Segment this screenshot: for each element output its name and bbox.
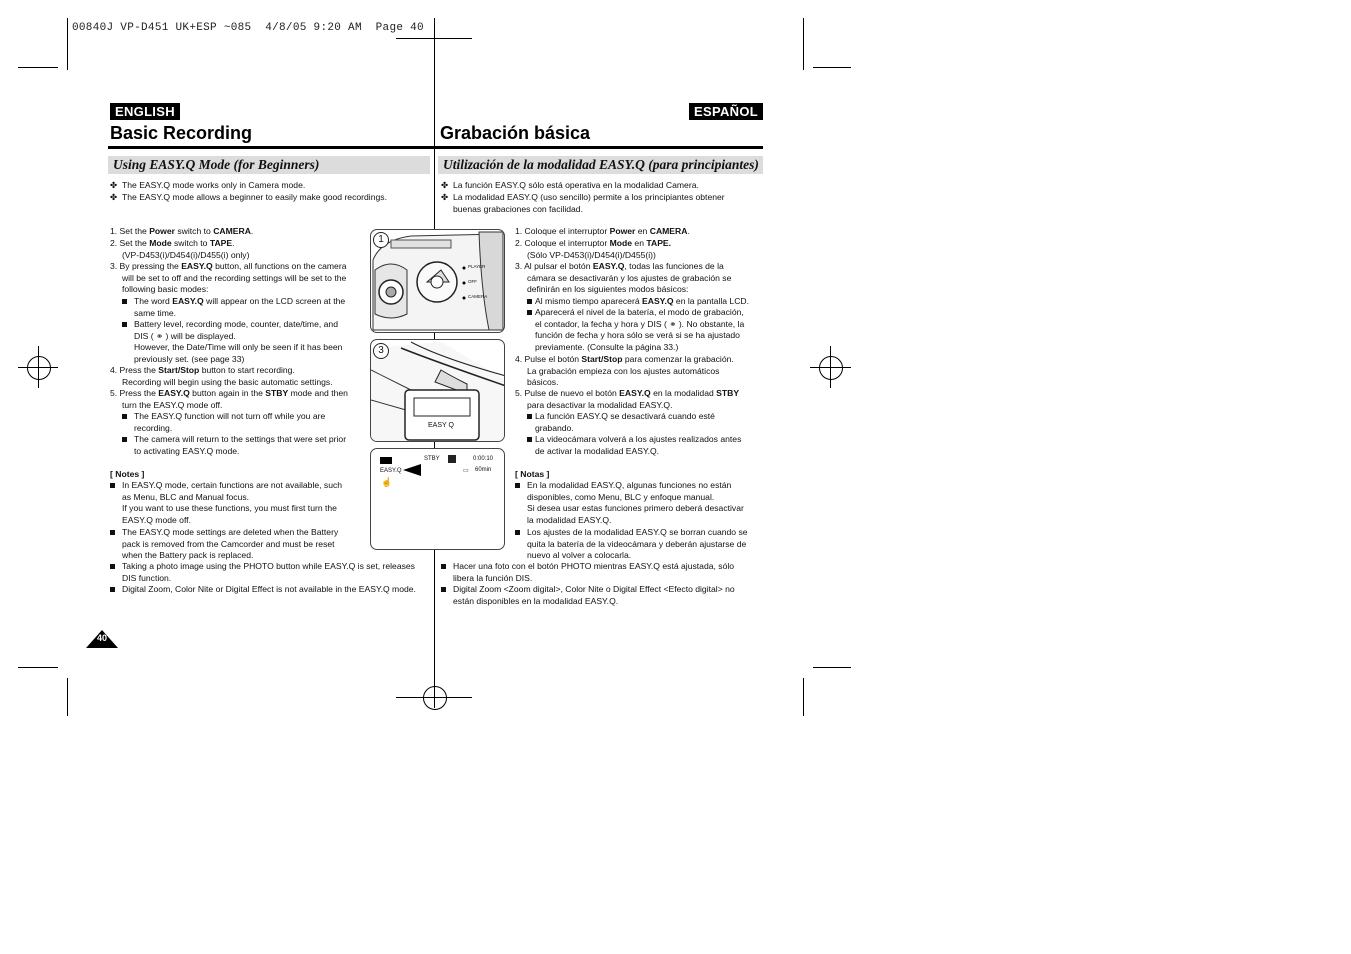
registration-mark (819, 356, 843, 380)
step-5: 5. Pulse de nuevo el botón EASY.Q en la modalidad STBY para desactivar la modalidad EASY.Q. (515, 388, 740, 410)
crop-mark (803, 678, 804, 716)
step-5: 5. Press the EASY.Q button again in the STBY mode and then turn the EASY.Q mode off. (110, 388, 348, 410)
easyq-button-label: EASY Q (428, 422, 454, 429)
note: En la modalidad EASY.Q, algunas funciones no están disponibles, como Menu, BLC y enfoque manual. Si desea usar estas funciones primero deberá desactivar la modalidad EASY.Q. (527, 480, 744, 525)
lang-tag-english: ENGLISH (110, 103, 180, 120)
note: Hacer una foto con el botón PHOTO mientras EASY.Q está ajustada, sólo libera la función DIS. (453, 561, 735, 583)
step-3-bullet: Aparecerá el nivel de la batería, el modo de grabación, el contador, la fecha y hora y DIS ( ⚭ ). No obstante, la función de fecha y hora sólo se verá si se ha ajustado previamente. (Consulte la página 33.) (535, 307, 745, 352)
title-rule (108, 146, 763, 149)
registration-mark (38, 346, 39, 388)
crop-mark (18, 67, 58, 68)
note: In EASY.Q mode, certain functions are not available, such as Menu, BLC and Manual focus. If you want to use these functions, you must first turn the EASY.Q mode off. (122, 480, 343, 525)
dial-label-camera: CAMERA (468, 294, 488, 299)
step-3-bullet: Battery level, recording mode, counter, date/time, and DIS ( ⚭ ) will be displayed. However, the Date/Time will only be seen if it has been previously set. (see page 33) (134, 319, 343, 364)
figure-number: 3 (373, 343, 389, 359)
step-4: 4. Pulse el botón Start/Stop para comenzar la grabación. La grabación empieza con los ajustes automáticos básicos. (515, 354, 734, 387)
step-3: 3. Al pulsar el botón EASY.Q, todas las funciones de la cámara se desactivarán y los ajustes de grabación se definirán en los siguientes modos básicos: (515, 261, 732, 294)
crop-mark (67, 18, 68, 70)
figure-power-dial (370, 229, 505, 333)
step-1: 1. Set the Power switch to CAMERA. (110, 226, 254, 236)
lcd-stby: STBY (424, 456, 440, 462)
intro-item: The EASY.Q mode allows a beginner to easily make good recordings. (122, 192, 387, 202)
registration-mark (830, 346, 831, 388)
page-number: 40 (96, 633, 107, 643)
lcd-remaining: 60min (475, 467, 492, 473)
notes-title-espanol: [ Notas ] (515, 469, 550, 479)
crop-mark (67, 678, 68, 716)
crop-mark (803, 18, 804, 70)
step-5-bullet: The camera will return to the settings that were set prior to activating EASY.Q mode. (134, 434, 347, 456)
crop-mark (18, 667, 58, 668)
step-1: 1. Coloque el interruptor Power en CAMERA. (515, 226, 690, 236)
tape-mode-icon (448, 455, 456, 463)
registration-mark (27, 356, 51, 380)
cassette-icon: ▭ (463, 468, 469, 474)
crop-mark (813, 667, 851, 668)
print-header: 00840J VP-D451 UK+ESP ~085 4/8/05 9:20 AM Page 40 (72, 22, 424, 34)
lang-tag-espanol: ESPAÑOL (689, 103, 763, 120)
note: Los ajustes de la modalidad EASY.Q se borran cuando se quita la batería de la videocámara y deberán ajustarse de nuevo al volver a colocarla. (527, 527, 748, 560)
dial-label-off: OFF (468, 279, 477, 284)
registration-mark (423, 686, 447, 710)
figure-lcd-display (370, 448, 505, 550)
notes-title-english: [ Notes ] (110, 469, 145, 479)
step-2: 2. Coloque el interruptor Mode en TAPE. (Sólo VP-D453(i)/D454(i)/D455(i)) (515, 238, 672, 260)
figure-easyq-button (370, 339, 505, 442)
page-title-english: Basic Recording (110, 123, 253, 143)
note: Digital Zoom <Zoom digital>, Color Nite o Digital Effect <Efecto digital> no están disponibles en la modalidad EASY.Q. (453, 584, 735, 606)
step-3-bullet: The word EASY.Q will appear on the LCD screen at the same time. (134, 296, 346, 318)
subtitle-espanol: Utilización de la modalidad EASY.Q (para principiantes) (438, 156, 763, 174)
step-4: 4. Press the Start/Stop button to start recording. Recording will begin using the basic automatic settings. (110, 365, 333, 387)
lcd-counter: 0:00:10 (473, 456, 494, 462)
figure-number: 1 (373, 232, 389, 248)
note: Digital Zoom, Color Nite or Digital Effect is not available in the EASY.Q mode. (122, 584, 416, 594)
lcd-easyq: EASY.Q (380, 468, 402, 474)
camcorder-dial-illustration (371, 230, 505, 333)
dial-label-player: PLAYER (468, 264, 486, 269)
intro-item: La modalidad EASY.Q (uso sencillo) permite a los principiantes obtener buenas grabaciones con facilidad. (453, 192, 725, 214)
step-5-bullet: La videocámara volverá a los ajustes realizados antes de activar la modalidad EASY.Q. (535, 434, 742, 456)
step-5-bullet: La función EASY.Q se desactivará cuando esté grabando. (535, 411, 715, 433)
crop-mark (813, 67, 851, 68)
note: Taking a photo image using the PHOTO button while EASY.Q is set, releases DIS function. (122, 561, 415, 583)
step-3-bullet: Al mismo tiempo aparecerá EASY.Q en la pantalla LCD. (535, 296, 750, 306)
intro-item: La función EASY.Q sólo está operativa en la modalidad Camera. (453, 180, 699, 190)
note: The EASY.Q mode settings are deleted when the Battery pack is removed from the Camcorder and must be reset when the Battery pack is replaced. (122, 527, 339, 560)
page-title-espanol: Grabación básica (440, 123, 591, 143)
dis-icon: ☝ (381, 477, 393, 487)
step-2: 2. Set the Mode switch to TAPE. (VP-D453(i)/D454(i)/D455(i) only) (110, 238, 250, 260)
step-3: 3. By pressing the EASY.Q button, all functions on the camera will be set to off and the recording settings will be set to the following basic modes: (110, 261, 347, 294)
battery-icon (380, 457, 392, 464)
intro-item: The EASY.Q mode works only in Camera mode. (122, 180, 306, 190)
subtitle-english: Using EASY.Q Mode (for Beginners) (108, 156, 430, 174)
pointer-arrow-icon (403, 464, 421, 476)
step-5-bullet: The EASY.Q function will not turn off while you are recording. (134, 411, 326, 433)
